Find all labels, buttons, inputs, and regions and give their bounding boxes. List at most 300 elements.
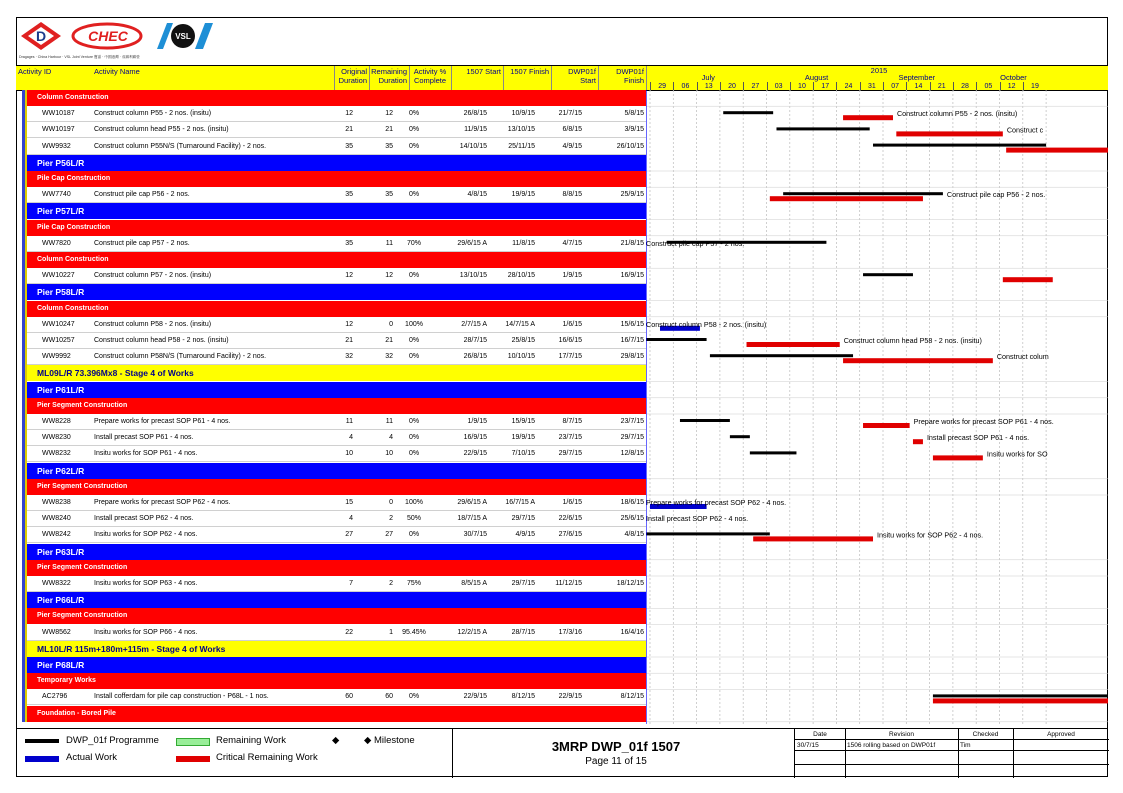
header-activity-name[interactable]: Activity Name [94,67,140,76]
bar-label: Construct column P55 - 2 nos. (insitu) [896,109,1018,119]
table-row[interactable] [27,446,646,462]
cell-ds: 6/8/15 [562,126,582,134]
cell-df: 21/8/15 [620,239,644,247]
cell-f: 25/8/15 [511,337,535,344]
cell-s: 26/8/15 [463,353,487,361]
cell-pct: 0% [408,272,420,280]
table-row[interactable] [27,187,646,203]
cell-df: 18/6/15 [620,499,644,506]
cell-name: Construct column P55N/S (Turnaround Facility) - 2 nos. [94,142,267,150]
bar-label: Construct pile cap P57 - 2 nos. [646,238,745,248]
timeline-week: 07 [883,82,906,91]
wbs-subgroup-row[interactable] [27,608,646,624]
critical-bar [863,423,910,428]
cell-id: WW7740 [42,191,71,199]
wbs-subgroup-row[interactable] [27,479,646,495]
baseline-bar [730,435,750,438]
bar-label: Construct column P58 - 2 nos. (insitu) [646,319,767,329]
table-row[interactable] [27,349,646,365]
cell-f: 14/7/15 A [505,320,535,328]
document-title: 3MRP DWP_01f 1507 [551,739,681,754]
footer [16,728,1108,778]
cell-od: 15 [345,499,353,506]
legend-actual-swatch [25,756,59,762]
legend-baseline-label: DWP_01f Programme [66,735,159,746]
critical-bar [747,342,840,347]
table-row[interactable] [27,268,646,284]
cell-name: Construct column P55 - 2 nos. (insitu) [94,110,212,118]
gantt-chart [646,90,1108,724]
cell-name: Install cofferdam for pile cap construction - P68L - 1 nos. [94,693,269,701]
cell-ds: 29/7/15 [558,450,582,458]
wbs-pier-row[interactable] [27,155,646,171]
cell-rd: 0 [389,499,393,506]
cell-df: 29/8/15 [620,353,644,361]
timeline-week: 31 [860,82,883,91]
cell-name: Install precast SOP P61 - 4 nos. [94,434,194,442]
cell-f: 16/7/15 A [505,499,535,506]
group-label: Foundation - Bored Pile [37,709,116,717]
rev-checked-header: Checked [972,731,999,738]
header-activity-pct[interactable]: Activity % Complete [413,67,447,85]
cell-id: AC2796 [42,693,68,701]
cell-pct: 0% [408,142,420,150]
cell-df: 23/7/15 [620,418,644,425]
baseline-bar [933,694,1108,697]
wbs-subgroup-row[interactable] [27,301,646,317]
table-row[interactable] [27,414,646,430]
cell-rd: 1 [389,628,393,636]
bar-label: Install precast SOP P61 - 4 nos. [926,433,1030,443]
cell-s: 2/7/15 A [461,320,487,328]
header-activity-id[interactable]: Activity ID [18,67,52,76]
cell-id: WW10197 [42,126,75,134]
cell-f: 29/7/15 [511,580,535,587]
cell-ds: 4/7/15 [562,239,582,247]
cell-df: 8/12/15 [620,693,644,701]
baseline-bar [863,273,913,276]
bar-label: Construct pile cap P56 - 2 nos. [946,190,1046,200]
cell-s: 14/10/15 [459,142,487,150]
logo-caption: Dragages · China Harbour · VSL Joint Venture 寶嘉 · 中國港灣 · 成聯利聯營 [19,55,140,59]
baseline-bar [646,338,707,341]
cell-f: 10/9/15 [511,110,535,118]
cell-id: WW8242 [42,531,71,539]
header-1507-start[interactable]: 1507 Start [466,67,501,76]
cell-od: 32 [345,353,353,361]
rev-date-header: Date [813,731,827,738]
legend-critical-label: Critical Remaining Work [216,752,318,763]
cell-ds: 23/7/15 [558,434,582,442]
cell-name: Construct column head P58 - 2 nos. (insitu) [94,337,229,344]
cell-id: WW8232 [42,450,71,458]
cell-id: WW7820 [42,239,71,247]
cell-name: Insitu works for SOP P63 - 4 nos. [94,580,198,587]
cell-s: 29/6/15 A [457,239,487,247]
group-label: Pier P68L/R [37,660,85,670]
wbs-pier-row[interactable] [27,592,646,608]
cell-ds: 4/9/15 [562,142,582,150]
cell-df: 12/8/15 [620,450,644,458]
cell-pct: 0% [408,110,420,118]
critical-bar [753,536,873,541]
cell-pct: 0% [408,450,420,458]
cell-f: 28/10/15 [507,272,535,280]
wbs-pier-row[interactable] [27,203,646,219]
cell-s: 18/7/15 A [457,515,487,523]
cell-id: WW8238 [42,499,71,506]
baseline-bar [680,419,730,422]
wbs-stage-row[interactable] [27,641,646,657]
table-row[interactable] [27,430,646,446]
cell-pct: 0% [408,126,420,134]
cell-df: 4/8/15 [624,531,644,539]
cell-f: 7/10/15 [511,450,535,458]
header-dwp-start[interactable]: DWP01f Start [568,67,596,85]
cell-s: 11/9/15 [464,126,487,134]
cell-df: 25/6/15 [620,515,644,523]
cell-ds: 27/6/15 [558,531,582,539]
cell-ds: 1/9/15 [562,272,582,280]
critical-bar [1003,277,1053,282]
group-label: Column Construction [37,94,109,101]
wbs-stage-row[interactable] [27,365,646,381]
legend-actual-label: Actual Work [66,752,118,763]
cell-od: 12 [345,110,353,118]
cell-od: 60 [345,693,353,701]
cell-rd: 27 [385,531,393,539]
cell-ds: 11/12/15 [555,580,582,587]
group-label: Pier Segment Construction [37,563,128,571]
wbs-subgroup-row[interactable] [27,706,646,722]
cell-ds: 17/3/16 [558,628,582,636]
bar-label: Construct c [1006,125,1044,135]
cell-id: WW10227 [42,272,75,280]
rev-revision-header: Revision [889,731,914,738]
timeline-month: September [898,73,936,82]
timeline-week: 20 [720,82,743,91]
baseline-bar [710,354,853,357]
cell-ds: 22/9/15 [558,693,582,701]
timeline-year: 2015 [870,66,888,75]
cell-s: 8/5/15 A [461,580,487,587]
cell-od: 22 [345,628,353,636]
cell-name: Construct pile cap P57 - 2 nos. [94,239,190,247]
timeline-week: 24 [836,82,859,91]
bar-label: Construct column head P58 - 2 nos. (insitu) [843,336,982,345]
header-remaining-duration[interactable]: Remaining Duration [371,67,407,85]
logo-strip [19,19,219,63]
cell-name: Construct pile cap P56 - 2 nos. [94,191,190,199]
cell-id: WW9992 [42,353,71,361]
cell-pct: 100% [405,320,423,328]
group-label: Pier P63L/R [37,546,85,557]
cell-s: 28/7/15 [463,337,487,344]
cell-pct: 100% [405,499,423,506]
cell-id: WW8228 [42,418,71,425]
bar-label: Prepare works for precast SOP P61 - 4 nos. [913,417,1054,426]
cell-f: 25/11/15 [508,142,535,150]
group-label: Pier P66L/R [37,595,85,606]
bar-label: Prepare works for precast SOP P62 - 4 nos. [646,498,787,507]
group-label: Column Construction [37,256,109,263]
cell-f: 19/9/15 [511,191,535,199]
cell-s: 13/10/15 [459,272,487,280]
cell-s: 16/9/15 [463,434,487,442]
cell-rd: 11 [385,239,393,247]
chec-logo [71,21,145,51]
cell-pct: 0% [408,434,420,442]
cell-df: 3/9/15 [624,126,644,134]
cell-id: WW8322 [42,580,71,587]
cell-id: WW10257 [42,337,75,344]
wbs-pier-row[interactable] [27,284,646,300]
cell-rd: 35 [385,142,393,150]
legend-critical-swatch [176,756,210,762]
wbs-subgroup-row[interactable] [27,560,646,576]
cell-s: 12/2/15 A [457,628,487,636]
svg-text:VSL: VSL [175,32,191,41]
group-label: Pile Cap Construction [37,175,111,182]
timeline-month: July [701,73,715,82]
dragages-logo [19,21,63,51]
cell-df: 25/9/15 [620,191,644,199]
wbs-subgroup-row[interactable] [27,220,646,236]
cell-df: 16/9/15 [620,272,644,280]
baseline-bar [783,192,943,195]
wbs-subgroup-row[interactable] [27,171,646,187]
cell-rd: 32 [385,353,393,361]
cell-name: Insitu works for SOP P66 - 4 nos. [94,628,198,636]
table-row[interactable] [27,106,646,122]
critical-bar [896,131,1003,136]
baseline-bar [723,111,773,114]
cell-df: 15/6/15 [620,320,644,328]
cell-pct: 0% [408,531,420,539]
timeline-week: 03 [767,82,790,91]
critical-bar [933,455,983,460]
timeline-week: 13 [697,82,720,91]
rev-approved-header: Approved [1047,731,1075,738]
timeline-week: 21 [930,82,953,91]
table-row[interactable] [27,236,646,252]
header-original-duration[interactable]: Original Duration [338,67,367,85]
cell-name: Construct column P58N/S (Turnaround Facility) - 2 nos. [94,353,267,361]
cell-df: 16/4/16 [620,628,644,636]
cell-ds: 8/7/15 [562,418,582,425]
cell-s: 22/9/15 [463,693,487,701]
table-row[interactable] [27,122,646,138]
cell-od: 7 [349,580,353,587]
wbs-pier-row[interactable] [27,382,646,398]
group-label: Pier P57L/R [37,206,85,217]
cell-id: WW10247 [42,320,75,328]
group-label: Pier P58L/R [37,287,85,298]
rev-date-value: 30/7/15 [797,742,819,749]
rev-checked-value: Tim [960,742,971,749]
cell-pct: 0% [408,353,420,361]
table-row[interactable] [27,139,646,155]
cell-name: Prepare works for precast SOP P62 - 4 nos. [94,499,231,506]
cell-od: 12 [345,272,353,280]
table-row[interactable] [27,317,646,333]
baseline-bar [776,127,869,130]
cell-pct: 0% [408,693,420,701]
group-label: Temporary Works [37,677,96,685]
group-label: ML09L/R 73.396Mx8 - Stage 4 of Works [37,368,194,379]
cell-ds: 1/6/15 [562,499,582,506]
cell-s: 4/8/15 [467,191,487,199]
cell-rd: 2 [389,515,393,523]
table-row[interactable] [27,527,646,543]
group-label: Pier Segment Construction [37,482,128,490]
critical-bar [843,115,893,120]
table-row[interactable] [27,511,646,527]
critical-bar [843,358,993,363]
cell-f: 19/9/15 [511,434,535,442]
bar-label: Insitu works for SOP P62 - 4 nos. [877,530,984,540]
cell-od: 4 [349,515,353,523]
cell-od: 21 [345,337,353,344]
cell-name: Construct column P57 - 2 nos. (insitu) [94,272,212,280]
cell-s: 29/6/15 A [457,499,487,506]
table-row[interactable] [27,495,646,511]
cell-id: WW8562 [42,628,71,636]
cell-id: WW8240 [42,515,71,523]
header-1507-finish[interactable]: 1507 Finish [510,67,549,76]
cell-rd: 21 [385,337,393,344]
cell-f: 8/12/15 [511,693,535,701]
timeline-week: 10 [790,82,813,91]
table-row[interactable] [27,333,646,349]
cell-od: 11 [345,418,353,425]
table-row[interactable] [27,689,646,705]
cell-f: 13/10/15 [507,126,535,134]
timeline-week: 29 [650,82,673,91]
baseline-bar [750,451,797,454]
cell-f: 28/7/15 [511,628,535,636]
cell-s: 30/7/15 [463,531,487,539]
timeline-week: 27 [743,82,766,91]
cell-rd: 4 [389,434,393,442]
group-label: ML10L/R 115m+180m+115m - Stage 4 of Works [37,643,226,654]
table-row[interactable] [27,625,646,641]
wbs-subgroup-row[interactable] [27,252,646,268]
cell-od: 21 [345,126,353,134]
header-dwp-finish[interactable]: DWP01f Finish [616,67,644,85]
group-label: Pier Segment Construction [37,401,128,409]
cell-ds: 8/8/15 [562,191,582,199]
cell-s: 22/9/15 [463,450,487,458]
timeline-month: October [1000,73,1027,82]
bar-label: Construct colum [996,352,1049,362]
wbs-pier-row[interactable] [27,544,646,560]
cell-name: Install precast SOP P62 - 4 nos. [94,515,194,523]
cell-df: 26/10/15 [616,142,644,150]
rev-revision-value: 1506 rolling based on DWP01f [847,742,936,749]
cell-df: 29/7/15 [620,434,644,442]
group-label: Column Construction [37,304,109,312]
timeline-week: 05 [976,82,999,91]
legend-milestone-diamond: ◆ [332,735,340,746]
cell-rd: 10 [385,450,393,458]
group-label: Pier P62L/R [37,465,85,476]
cell-od: 27 [345,531,353,539]
cell-pct: 95.45% [402,628,426,636]
cell-df: 16/7/15 [620,337,644,344]
cell-rd: 12 [385,272,393,280]
revision-table [794,729,1109,778]
timeline-week: 28 [953,82,976,91]
cell-f: 10/10/15 [507,353,535,361]
cell-pct: 50% [406,515,421,523]
cell-rd: 60 [385,693,393,701]
cell-id: WW9932 [42,142,71,150]
cell-od: 10 [345,450,353,458]
cell-rd: 0 [389,320,393,328]
baseline-bar [873,144,1046,147]
cell-rd: 12 [385,110,393,118]
cell-od: 35 [345,191,353,199]
wbs-pier-row[interactable] [27,463,646,479]
table-row[interactable] [27,576,646,592]
cell-od: 12 [345,320,353,328]
cell-id: WW8230 [42,434,71,442]
cell-f: 11/8/15 [512,239,535,247]
cell-id: WW10187 [42,110,75,118]
cell-s: 26/8/15 [463,110,487,118]
cell-df: 5/8/15 [624,110,644,118]
critical-bar [770,196,923,201]
cell-ds: 22/6/15 [558,515,582,523]
vsl-logo [151,21,215,51]
legend-remaining-swatch [176,738,210,746]
cell-ds: 21/7/15 [558,110,582,118]
cell-rd: 21 [385,126,393,134]
cell-s: 1/9/15 [467,418,487,425]
cell-ds: 1/6/15 [562,320,582,328]
wbs-subgroup-row[interactable] [27,673,646,689]
cell-pct: 0% [408,337,420,344]
cell-pct: 0% [408,418,420,425]
timeline-month: August [804,73,829,82]
timeline-week: 12 [1000,82,1023,91]
cell-f: 15/9/15 [511,418,535,425]
cell-ds: 16/6/15 [558,337,582,344]
group-label: Pier Segment Construction [37,612,128,620]
wbs-pier-row[interactable] [27,657,646,673]
svg-text:D: D [35,28,47,44]
cell-name: Insitu works for SOP P62 - 4 nos. [94,531,198,539]
critical-bar [1006,148,1108,153]
cell-ds: 17/7/15 [558,353,582,361]
cell-name: Prepare works for precast SOP P61 - 4 nos. [94,418,231,425]
legend-baseline-swatch [25,739,59,743]
wbs-subgroup-row[interactable] [27,90,646,106]
cell-name: Insitu works for SOP P61 - 4 nos. [94,450,198,458]
timeline-week: 17 [813,82,836,91]
cell-od: 35 [345,239,353,247]
cell-f: 4/9/15 [515,531,535,539]
cell-od: 4 [349,434,353,442]
wbs-subgroup-row[interactable] [27,398,646,414]
cell-rd: 2 [389,580,393,587]
cell-rd: 35 [385,191,393,199]
critical-bar [913,439,923,444]
bar-label: Install precast SOP P62 - 4 nos. [646,514,749,524]
cell-pct: 75% [406,580,421,587]
page-number: Page 11 of 15 [585,756,647,767]
